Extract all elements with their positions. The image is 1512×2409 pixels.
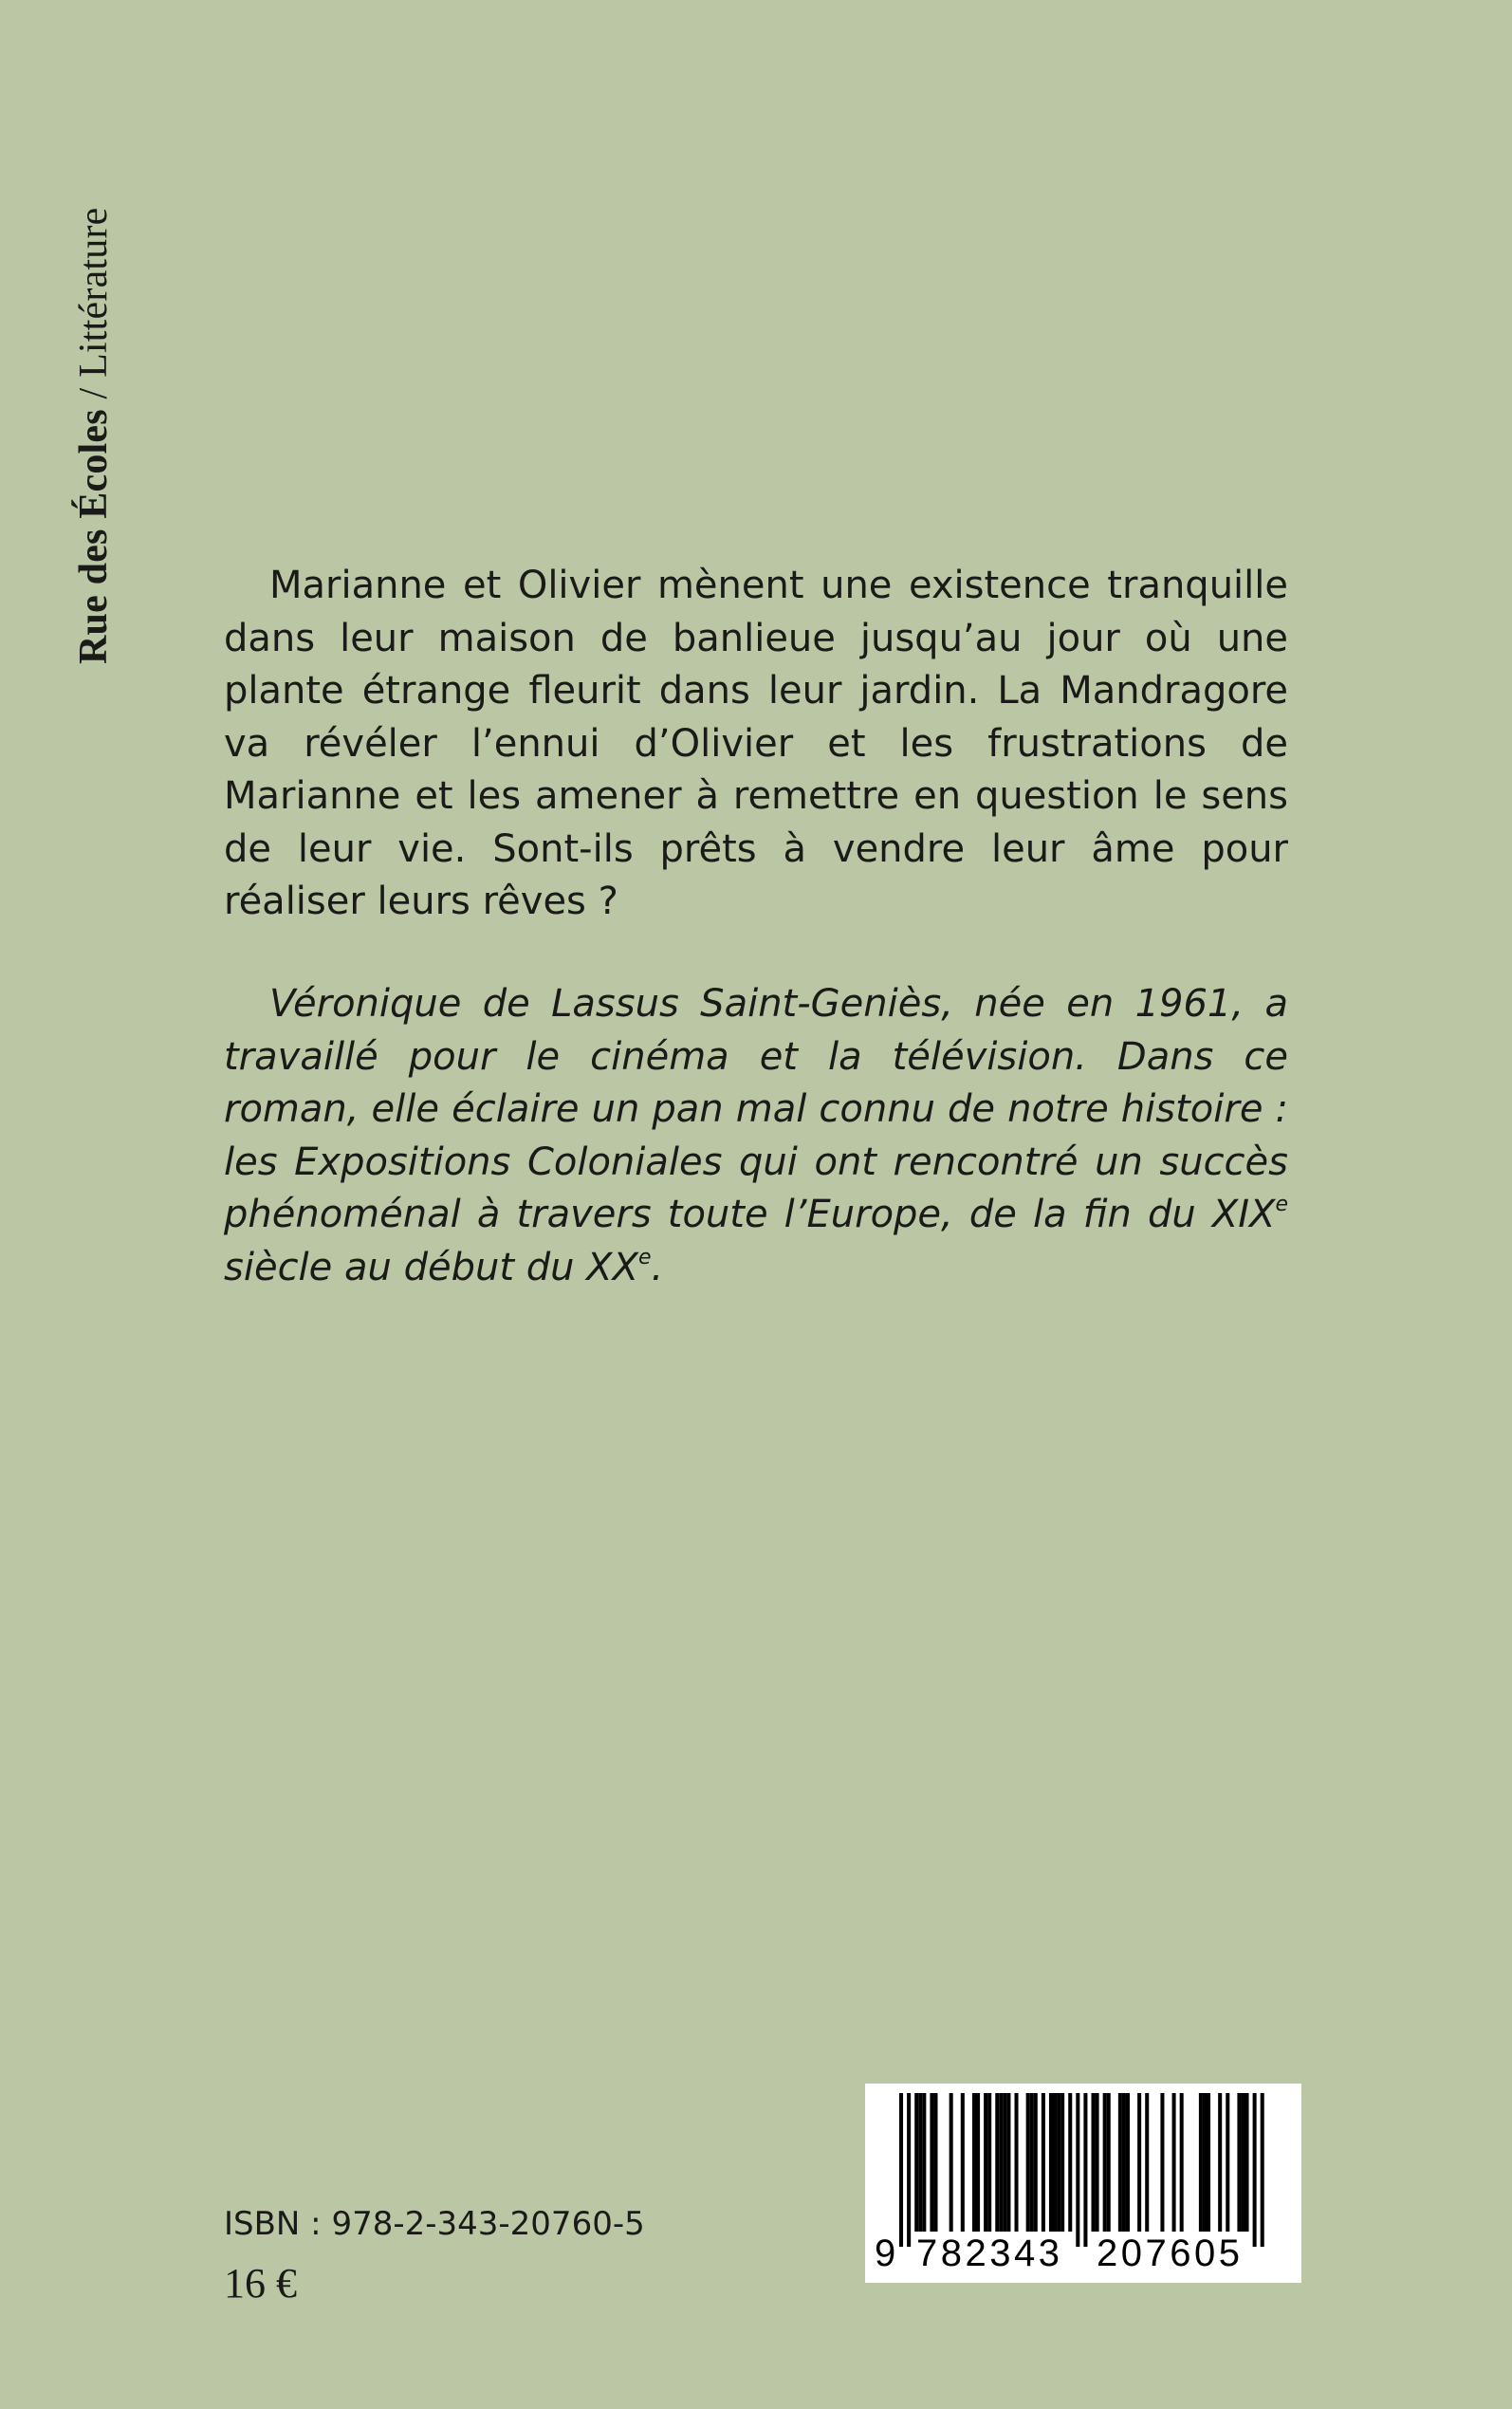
- barcode-bar: [961, 2093, 965, 2232]
- barcode-bar: [1218, 2093, 1222, 2232]
- barcode-bar: [1237, 2093, 1241, 2232]
- barcode-bar: [1107, 2093, 1111, 2232]
- barcode-bar: [907, 2093, 911, 2247]
- barcode-bar: [995, 2093, 999, 2232]
- collection-series: Rue des Écoles: [72, 409, 116, 664]
- barcode-bar: [1160, 2093, 1164, 2232]
- collection-text: [74, 207, 114, 664]
- book-blurb: Marianne et Olivier mènent une existence tranquille dans leur maison de banlieue jusqu’au jour où une plante étrange fleurit dans leur jardin. La Mandragore va révéler l’ennui d’Olivier et les frustrations de Marianne et les amener à remettre en question le sens de leur vie. Sont-ils prêts à vendre leur âme pour réaliser leurs rêves ?: [224, 564, 1288, 923]
- barcode-bar: [1103, 2093, 1107, 2232]
- book-price: 16 €: [224, 2260, 297, 2307]
- bio-text-1: Véronique de Lassus Saint-Geniès, née en 1961, a travaillé pour le cinéma et la télévision. Dans ce roman, elle éclaire un pan mal connu de notre histoire : les Expositions Coloniales qui ont rencontré un succès phénoménal à travers toute l’Europe, de la fin du XIX: [224, 982, 1288, 1236]
- bio-superscript-1: e: [1275, 1193, 1288, 1216]
- isbn-number: ISBN : 978-2-343-20760-5: [224, 2205, 645, 2243]
- barcode-bar: [1092, 2093, 1096, 2232]
- barcode-bar: [1226, 2093, 1229, 2232]
- barcode-bar: [1015, 2093, 1019, 2232]
- barcode-bar: [1245, 2093, 1249, 2232]
- barcode-bar: [950, 2093, 953, 2232]
- collection-separator: /: [72, 377, 116, 410]
- barcode-bar: [1076, 2093, 1079, 2247]
- barcode-bar: [1053, 2093, 1057, 2232]
- barcode-bar: [984, 2093, 987, 2232]
- barcode-bar: [999, 2093, 1003, 2232]
- barcode-bar: [1203, 2093, 1207, 2232]
- barcode-bar: [1096, 2093, 1099, 2232]
- barcode-bar: [1122, 2093, 1126, 2232]
- barcode-bar: [1026, 2093, 1030, 2232]
- barcode-bar: [1180, 2093, 1184, 2232]
- barcode-bar: [899, 2093, 903, 2247]
- barcode-bar: [1261, 2093, 1264, 2247]
- barcode-bar: [1006, 2093, 1010, 2232]
- barcode-left-digits: 782343: [916, 2233, 1063, 2274]
- collection-category: Littérature: [72, 207, 116, 378]
- barcode-bar: [1049, 2093, 1053, 2232]
- bio-text-2: siècle au début du XX: [224, 1245, 638, 1289]
- barcode-bar: [914, 2093, 918, 2232]
- barcode-bar: [1145, 2093, 1149, 2232]
- barcode-bar: [918, 2093, 922, 2232]
- barcode-first-digit: 9: [875, 2233, 899, 2274]
- ean-barcode: [865, 2084, 1301, 2283]
- barcode-bar: [1253, 2093, 1257, 2247]
- barcode-bar: [1068, 2093, 1072, 2232]
- barcode-bar: [1083, 2093, 1087, 2247]
- barcode-bar: [1034, 2093, 1038, 2232]
- barcode-bar: [987, 2093, 991, 2232]
- barcode-bar: [1030, 2093, 1034, 2232]
- barcode-right-digits: 207605: [1097, 2233, 1244, 2274]
- barcode-bar: [1199, 2093, 1203, 2232]
- barcode-bar: [1172, 2093, 1176, 2232]
- barcode-bar: [976, 2093, 980, 2232]
- barcode-bar: [1118, 2093, 1122, 2232]
- barcode-bar: [1126, 2093, 1130, 2232]
- barcode-bar: [1060, 2093, 1064, 2232]
- barcode-bar: [1241, 2093, 1245, 2232]
- author-bio: [224, 978, 1288, 1294]
- barcode-bar: [1003, 2093, 1006, 2232]
- barcode-bar: [922, 2093, 926, 2232]
- barcode-bar: [1137, 2093, 1141, 2232]
- bio-text-3: .: [651, 1245, 664, 1289]
- barcode-bar: [933, 2093, 937, 2232]
- barcode-bar: [1057, 2093, 1060, 2232]
- barcode-bar: [930, 2093, 933, 2232]
- bio-superscript-2: e: [637, 1245, 652, 1269]
- barcode-bar: [972, 2093, 976, 2232]
- barcode-bar: [1207, 2093, 1210, 2232]
- barcode-bar: [1042, 2093, 1045, 2232]
